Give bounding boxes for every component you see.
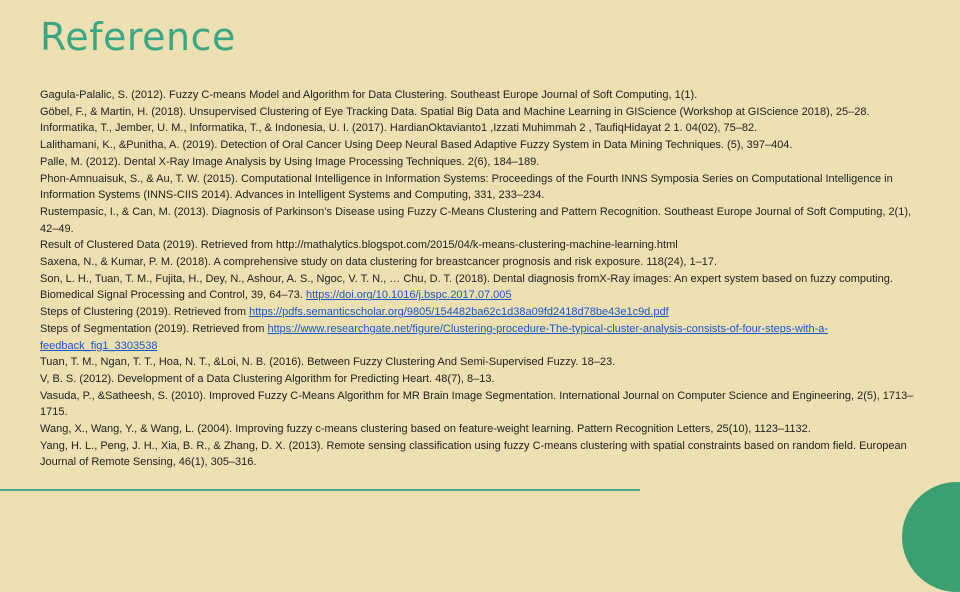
reference-item — [40, 120, 922, 137]
reference-list — [40, 87, 922, 471]
reference-item — [40, 87, 922, 104]
reference-item — [40, 237, 922, 254]
reference-text: Palle, M. (2012). Dental X-Ray Image Analysis by Using Image Processing Techniques. 2(6), 184–189. — [40, 155, 540, 168]
reference-item — [40, 154, 922, 171]
reference-text: Lalithamani, K., &Punitha, A. (2019). Detection of Oral Cancer Using Deep Neural Based Adaptive Fuzzy System in Data Mining Techniques. (5), 397–404. — [40, 139, 793, 152]
reference-text: Yang, H. L., Peng, J. H., Xia, B. R., & Zhang, D. X. (2013). Remote sensing classification using fuzzy C-means clustering with spatial constraints based on random field. European Journal of Remote Sensing, 46(1), 305–316. — [40, 439, 907, 469]
divider-line — [0, 489, 640, 491]
reference-link[interactable]: https://pdfs.semanticscholar.org/9805/154482ba62c1d38a09fd2418d78be43e1c9d.pdf — [249, 306, 669, 319]
reference-link[interactable]: https://www.researchgate.net/figure/Clustering-procedure-The-typical-cluster-analysis-consists-of-four-steps-with-a-feedback_fig1_3303538 — [40, 322, 829, 352]
reference-item — [40, 271, 922, 304]
reference-item — [40, 204, 922, 237]
reference-text: Informatika, T., Jember, U. M., Informatika, T., & Indonesia, U. I. (2017). HardianOktavianto1 ,Izzati Muhimmah 2 , TaufiqHidayat 2 1. 04(02), 75–82. — [40, 122, 758, 135]
reference-item — [40, 137, 922, 154]
decorative-circle — [902, 482, 960, 592]
reference-text: Result of Clustered Data (2019). Retrieved from http://mathalytics.blogspot.com/2015/04/k-means-clustering-machine-learning.html — [40, 239, 678, 252]
reference-item — [40, 171, 922, 204]
reference-text: Tuan, T. M., Ngan, T. T., Hoa, N. T., &Loi, N. B. (2016). Between Fuzzy Clustering And Semi-Supervised Fuzzy. 18–23. — [40, 356, 616, 369]
reference-item — [40, 371, 922, 388]
reference-text: Wang, X., Wang, Y., & Wang, L. (2004). Improving fuzzy c-means clustering based on feature-weight learning. Pattern Recognition Letters, 25(10), 1123–1132. — [40, 423, 811, 436]
reference-item — [40, 304, 922, 321]
reference-text: Gagula-Palalic, S. (2012). Fuzzy C-means Model and Algorithm for Data Clustering. Southeast Europe Journal of Soft Computing, 1(1). — [40, 89, 698, 101]
reference-item — [40, 254, 922, 271]
reference-text: Vasuda, P., &Satheesh, S. (2010). Improved Fuzzy C-Means Algorithm for MR Brain Image Segmentation. International Journal on Computer Science and Engineering, 2(5), 1713–1715. — [40, 389, 914, 419]
slide-title: Reference — [40, 15, 236, 59]
reference-text: Rustempasic, I., & Can, M. (2013). Diagnosis of Parkinson’s Disease using Fuzzy C-Means Clustering and Pattern Recognition. Southeast Europe Journal of Soft Computing, 2(1), 42–49. — [40, 205, 912, 235]
reference-text: Steps of Clustering (2019). Retrieved from — [40, 306, 250, 319]
reference-item — [40, 388, 922, 421]
reference-item — [40, 104, 922, 121]
reference-text: Son, L. H., Tuan, T. M., Fujita, H., Dey, N., Ashour, A. S., Ngoc, V. T. N., … Chu, D. T. (2018). Dental diagnosis fromX-Ray images: An expert system based on fuzzy computing. Biomedical Signal Processing and Control, 39, 64–73. — [40, 272, 893, 302]
reference-text: V, B. S. (2012). Development of a Data Clustering Algorithm for Predicting Heart. 48(7), 8–13. — [40, 372, 495, 385]
reference-link[interactable]: https://doi.org/10.1016/j.bspc.2017.07.005 — [306, 289, 512, 302]
reference-text: Saxena, N., & Kumar, P. M. (2018). A comprehensive study on data clustering for breastcancer prognosis and risk exposure. 118(24), 1–17. — [40, 256, 718, 269]
reference-item — [40, 438, 922, 471]
reference-text: Göbel, F., & Martin, H. (2018). Unsupervised Clustering of Eye Tracking Data. Spatial Big Data and Machine Learning in GIScience (Workshop at GIScience 2018), 25–28. — [40, 105, 870, 118]
reference-item — [40, 354, 922, 371]
reference-item — [40, 321, 922, 354]
reference-text: Steps of Segmentation (2019). Retrieved from — [40, 322, 268, 335]
reference-item — [40, 421, 922, 438]
reference-text: Phon-Amnuaisuk, S., & Au, T. W. (2015). Computational Intelligence in Information Systems: Proceedings of the Fourth INNS Symposia Series on Computational Intelligence in Information Systems (INNS-CIIS 2014). Advances in Intelligent Systems and Computing, 331, 233–234. — [40, 172, 893, 202]
